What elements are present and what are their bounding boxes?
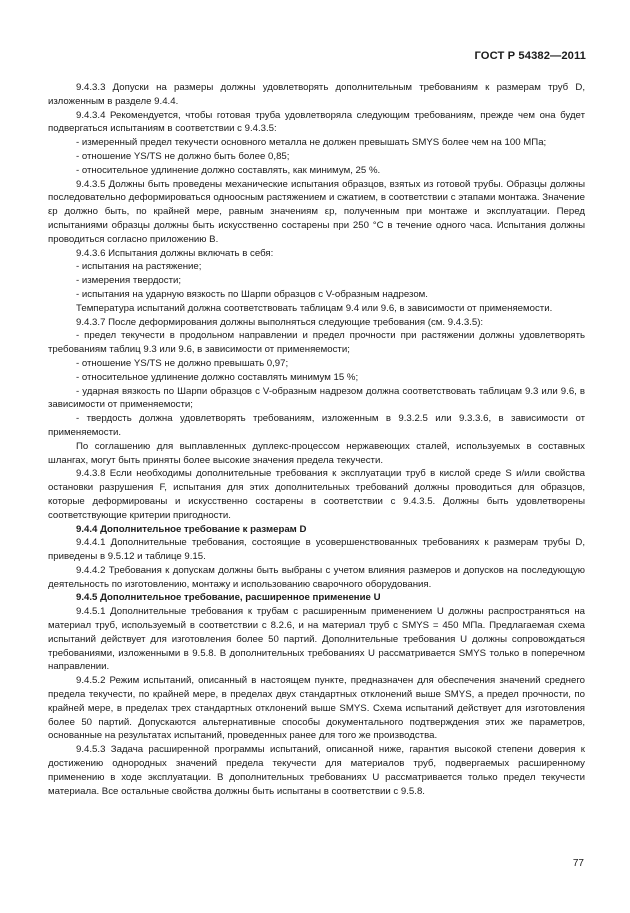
page-number: 77 (572, 858, 584, 869)
paragraph: Температура испытаний должна соответствовать таблицам 9.4 или 9.6, в зависимости от применяемости. (76, 302, 553, 314)
paragraph: 9.4.4.2 Требования к допускам должны быть выбраны с учетом влияния размеров и допусков на последующую деятельность по изготовлению, монтажу и использованию сварочного оборудования. (48, 564, 585, 590)
document-body (48, 81, 585, 798)
paragraph: 9.4.3.7 После деформирования должны выполняться следующие требования (см. 9.4.3.5): (76, 316, 484, 328)
standard-header: ГОСТ Р 54382—2011 (474, 50, 586, 62)
paragraph: 9.4.4.1 Дополнительные требования, состоящие в усовершенствованных требованиях к размерам трубы D, приведены в 9.5.12 и таблице 9.15. (48, 537, 585, 563)
paragraph: - испытания на растяжение; (76, 261, 202, 273)
paragraph: По соглашению для выплавленных дуплекс-процессом нержавеющих сталей, используемых в составных шлангах, могут быть приняты более высокие значения предела текучести. (48, 440, 585, 466)
paragraph: 9.4.5.1 Дополнительные требования к трубам с расширенным применением U должны распространяться на материал труб, используемый в соответствии с 8.2.6, и на материал труб с SMYS = 450 МПа. Предлагаемая схема испытаний действует для изготовления более 50 партий. Дополнительные требования U должны сопровождаться требованиями, изложенными в 9.5.8. В дополнительных требованиях U рассматривается SMYS только в поперечном направлении. (48, 606, 585, 673)
paragraph: - предел текучести в продольном направлении и предел прочности при растяжении должны удовлетворять требованиям таблиц 9.3 или 9.6, в зависимости от применяемости; (48, 330, 585, 356)
paragraph: 9.4.3.3 Допуски на размеры должны удовлетворять дополнительным требованиям к размерам труб D, изложенным в разделе 9.4.4. (48, 82, 585, 107)
paragraph: - твердость должна удовлетворять требованиям, изложенным в 9.3.2.5 или 9.3.3.6, в зависимости от применяемости. (48, 413, 585, 438)
paragraph: - измерения твердости; (76, 275, 182, 287)
paragraph: - относительное удлинение должно составлять минимум 15 %; (76, 371, 359, 383)
paragraph: - ударная вязкость по Шарпи образцов с V-образным надрезом должна соответствовать таблицам 9.3 или 9.6, в зависимости от применяемости; (48, 385, 585, 411)
paragraph: 9.4.5.3 Задача расширенной программы испытаний, описанной ниже, гарантия высокой степени доверия к достижению однородных значений предела текучести для материалов труб, подвергаемых расширенному применению в ходе эксплуатации. В дополнительных требованиях U рассматривается только предел текучести материала. Все остальные свойства должны быть испытаны в соответствии с 9.5.8. (48, 744, 585, 797)
paragraph: 9.4.3.4 Рекомендуется, чтобы готовая труба удовлетворяла следующим требованиям, прежде чем она будет подвергаться испытаниям в соответствии с 9.4.3.5: (48, 109, 585, 135)
paragraph: - отношение YS/TS не должно быть более 0,85; (76, 150, 290, 162)
paragraph: - измеренный предел текучести основного металла не должен превышать SMYS более чем на 100 МПа; (76, 137, 547, 149)
paragraph: - отношение YS/TS не должно превышать 0,97; (76, 357, 289, 369)
paragraph: 9.4.3.6 Испытания должны включать в себя: (76, 247, 274, 259)
paragraph: - испытания на ударную вязкость по Шарпи образцов с V-образным надрезом. (76, 288, 428, 300)
paragraph: 9.4.5.2 Режим испытаний, описанный в настоящем пункте, предназначен для обеспечения значений среднего предела текучести, по крайней мере, в пределах двух стандартных отклонений выше SMYS, а предел прочности, по крайней мере, в пределах трех стандартных отклонений выше SMYS. Схема испытаний действует для изготовления более 50 партий. Допускаются альтернативные способы документального подтверждения этих же параметров, основанные на результатах испытаний, проведенных ранее для того же производства. (48, 675, 585, 742)
paragraph: - относительное удлинение должно составлять, как минимум, 25 %. (76, 164, 381, 176)
section-heading: 9.4.5 Дополнительное требование, расширенное применение U (76, 592, 381, 604)
section-heading: 9.4.4 Дополнительное требование к размерам D (76, 523, 307, 535)
paragraph: 9.4.3.5 Должны быть проведены механические испытания образцов, взятых из готовой трубы. Образцы должны последовательно деформироваться одноосным растяжением и сжатием, в соответствии с этапами монтажа. Значение εp должно быть, по крайней мере, равным значениям εp, полученным при монтаже и эксплуатации. Перед испытаниями образцы должны быть искусственно состарены при 250 °С в течение одного часа. Испытания должны проводиться согласно приложению В. (48, 178, 585, 245)
paragraph: 9.4.3.8 Если необходимы дополнительные требования к эксплуатации труб в кислой среде S и/или свойства остановки разрушения F, испытания для этих дополнительных требований должны проводиться для образцов, которые деформированы и искусственно состарены в соответствии с 9.4.3.5. Должны быть удовлетворены соответствующие критерии пригодности. (48, 468, 585, 521)
